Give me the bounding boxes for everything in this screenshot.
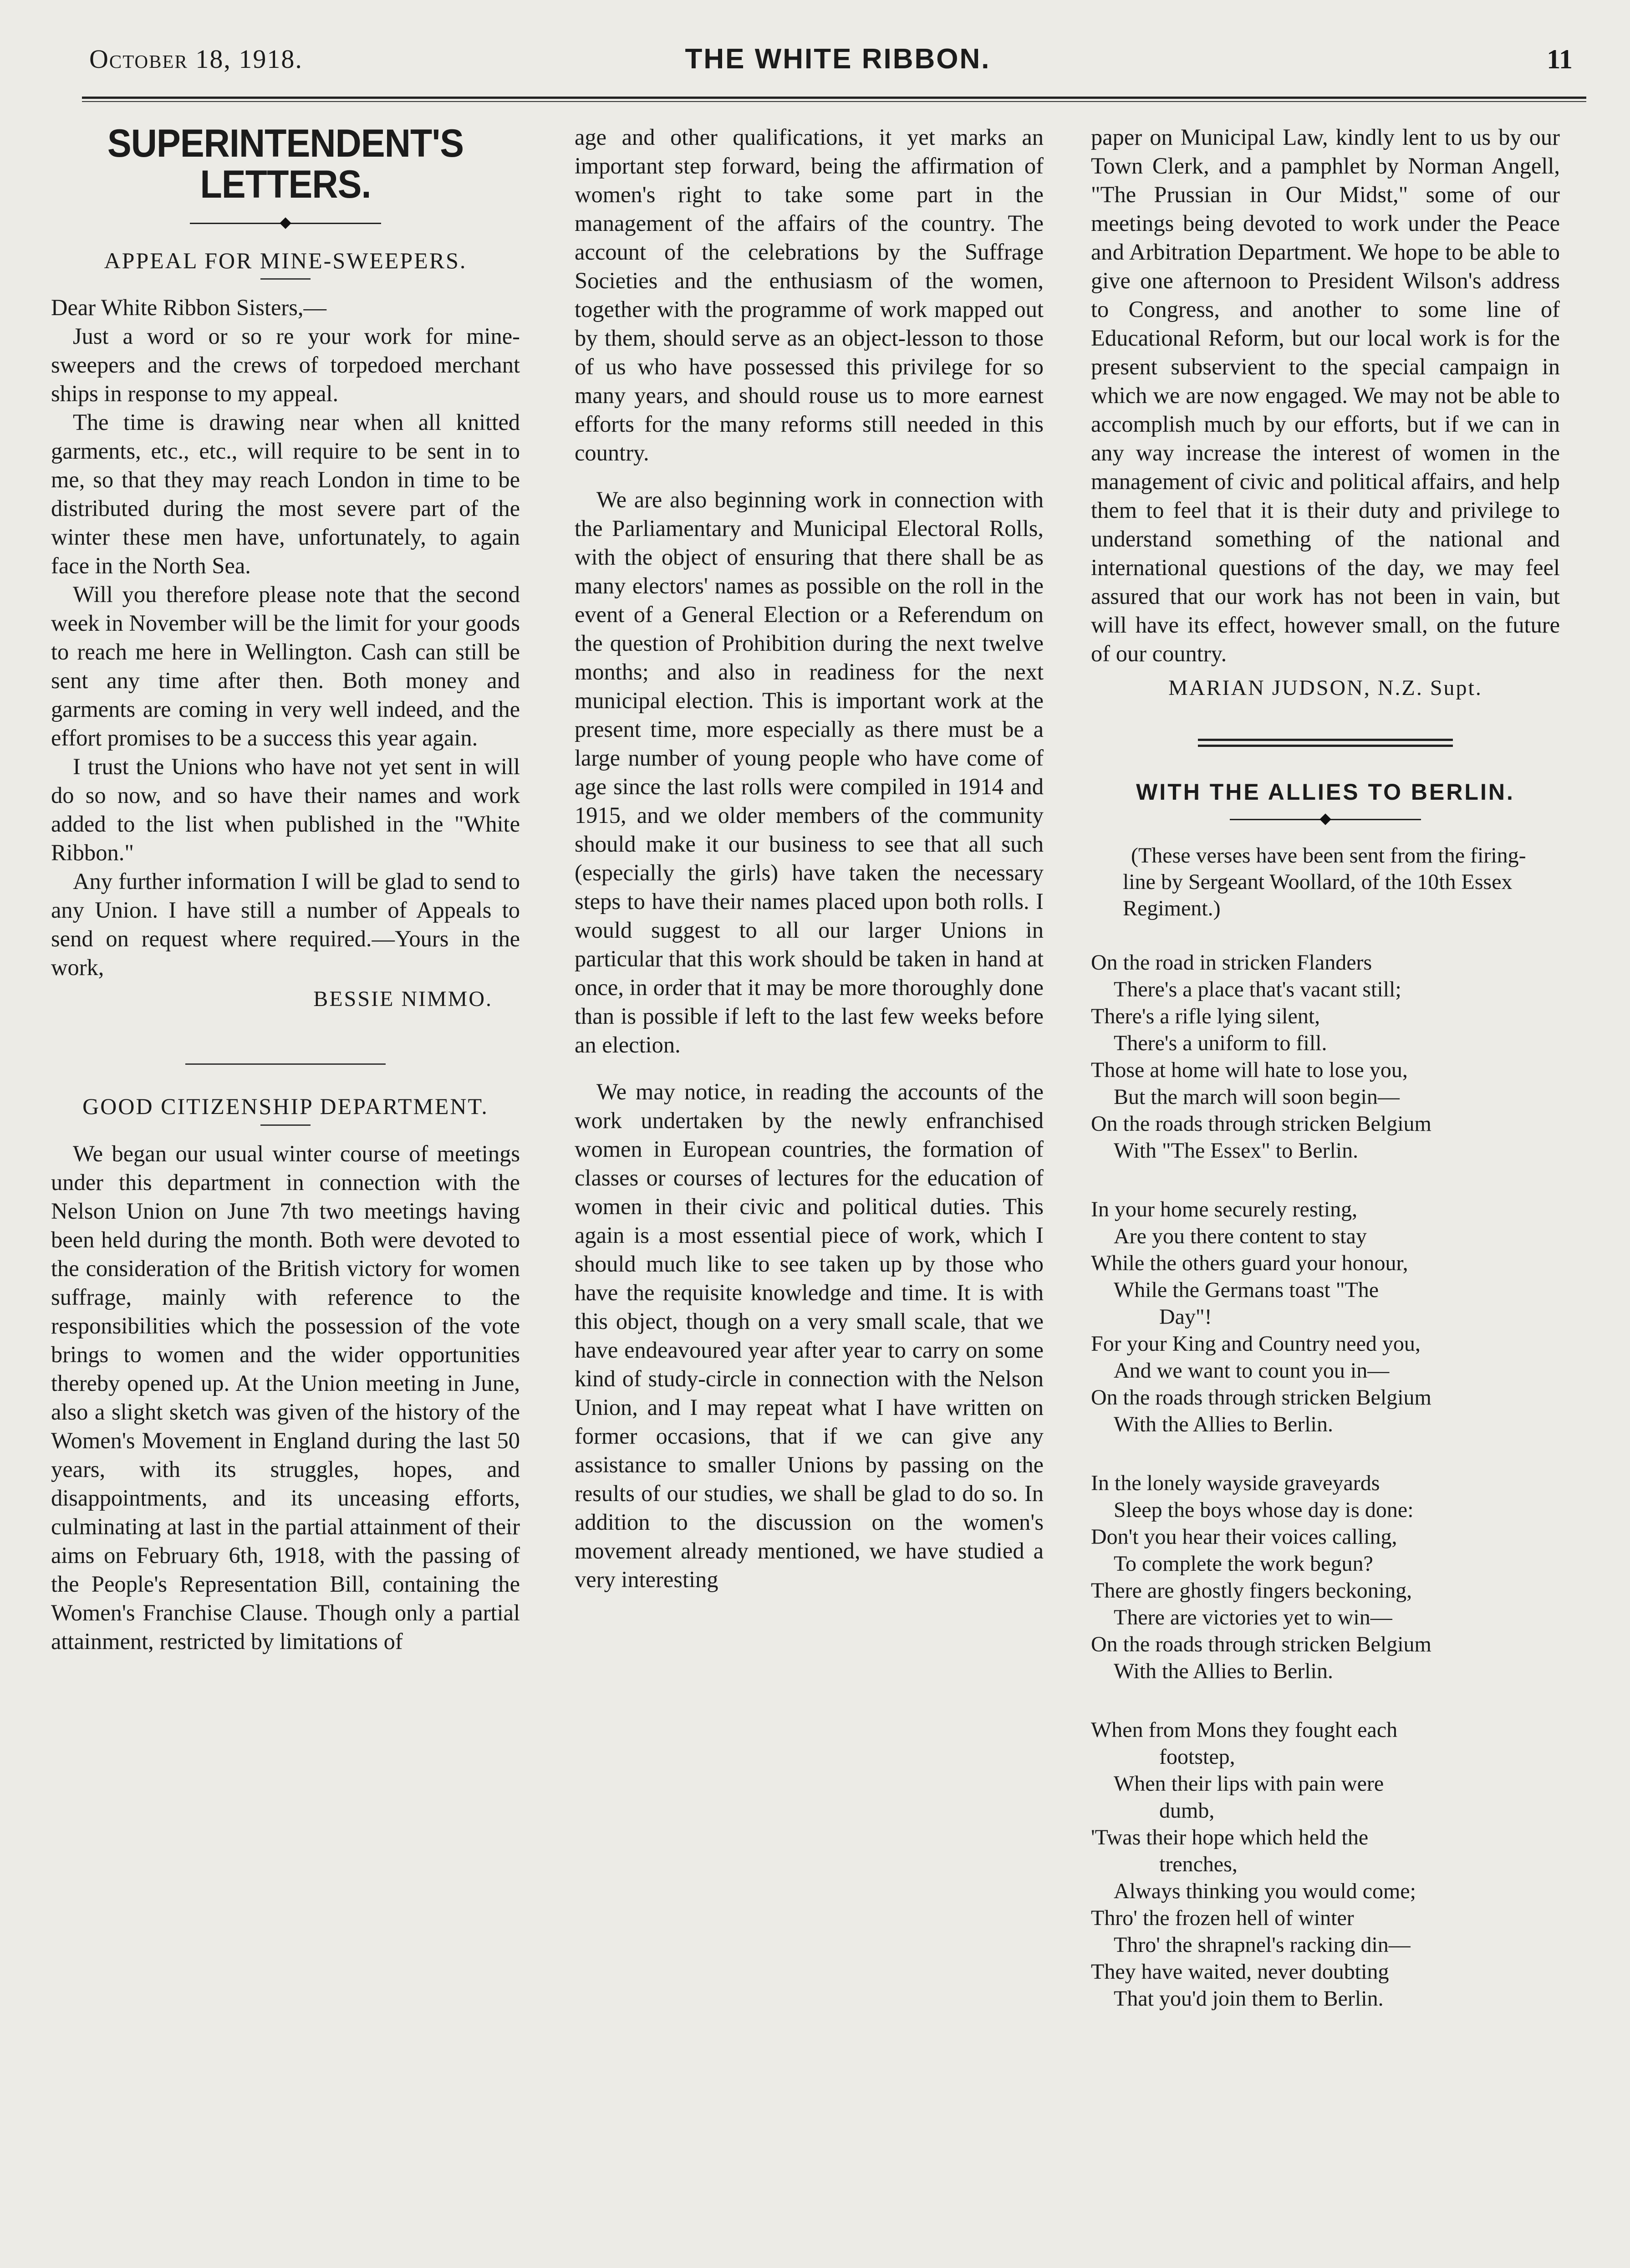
poem-stanza bbox=[1091, 1196, 1560, 1438]
appeal-paragraph: Just a word or so re your work for mine-sweepers and the crews of torpedoed merchant ships in response to my appeal. bbox=[51, 323, 520, 407]
verse-line: Those at home will hate to lose you, bbox=[1091, 1058, 1408, 1082]
poem-title: WITH THE ALLIES TO BERLIN. bbox=[1136, 779, 1515, 805]
diamond-rule bbox=[190, 218, 381, 229]
verse-line: Don't you hear their voices calling, bbox=[1091, 1525, 1397, 1549]
verse-line: There are victories yet to win— bbox=[1114, 1605, 1392, 1629]
citizenship-paragraph: We began our usual winter course of meetings under this department in connection with the Nelson Union on June 7th two meetings having been held during the month. Both were devoted to the consideration of the British victory for women suffrage, mainly with reference to the responsibilities which the possession of the vote brings to women and the wider opportunities thereby opened up. At the Union meeting in June, also a slight sketch was given of the history of the Women's Movement in England during the last 50 years, with its struggles, hopes, and disappointments, and its unceasing efforts, culminating at last in the partial attainment of their aims on February 6th, 1918, with the passing of the People's Representation Bill, containing the Women's Franchise Clause. Though only a partial attainment, restricted by limitations of bbox=[51, 1140, 520, 1654]
verse-line: dumb, bbox=[1159, 1798, 1215, 1823]
verse-line: Sleep the boys whose day is done: bbox=[1114, 1498, 1414, 1522]
verse-line: To complete the work begun? bbox=[1114, 1552, 1373, 1576]
poem-stanza bbox=[1091, 1470, 1560, 1685]
verse-line: footstep, bbox=[1159, 1745, 1235, 1769]
appeal-paragraph: Any further information I will be glad to send to any Union. I have still a number of Appeals to send on request where required.—Yours in the work, bbox=[51, 868, 520, 981]
verse-line: With "The Essex" to Berlin. bbox=[1114, 1139, 1359, 1163]
poem-note: (These verses have been sent from the firing-line by Sergeant Woollard, of the 10th Essex Regiment.) bbox=[1123, 843, 1526, 920]
verse-line: 'Twas their hope which held the bbox=[1091, 1825, 1369, 1849]
appeal-paragraph: Will you therefore please note that the second week in November will be the limit for your goods to reach me here in Wellington. Cash can still be sent any time after then. Both money and garments are coming in very well indeed, and the effort promises to be a success this year again. bbox=[51, 582, 520, 751]
body-paragraph: age and other qualifications, it yet marks an important step forward, being the affirmation of women's right to take some part in the management of the affairs of the country. The account of the celebrations by the Suffrage Societies and the enthusiasm of the women, together with the programme of work mapped out by them, should serve as an object-lesson to those of us who have possessed this privilege for so many years, and should rouse us to more earnest efforts for the many reforms still needed in this country. bbox=[575, 124, 1044, 465]
verse-line: Are you there content to stay bbox=[1114, 1224, 1367, 1248]
citizenship-subtitle: GOOD CITIZENSHIP DEPARTMENT. bbox=[82, 1093, 489, 1119]
verse-line: When their lips with pain were bbox=[1114, 1772, 1384, 1796]
body-paragraph: We are also beginning work in connection with the Parliamentary and Municipal Electoral Rolls, with the object of ensuring that there shall be as many electors' names as possible on the roll in the event of a General Election or a Referendum on the question of Prohibition during the next twelve months; and also in readiness for the next municipal election. This is important work at the present time, more especially as there must be a large number of young people who have come of age since the last rolls were compiled in 1914 and 1915, and we older members of the community should make it our business to see that all such (especially the girls) have taken the necessary steps to have their names placed upon both rolls. I would suggest to all our larger Unions in particular that this work should be taken in hand at once, in order that it may be more thoroughly done than is possible if left to the last few weeks before an election. bbox=[575, 487, 1044, 1057]
header-rule-thin bbox=[82, 101, 1586, 102]
section-divider bbox=[185, 1063, 386, 1065]
verse-line: But the march will soon begin— bbox=[1114, 1085, 1400, 1109]
verse-line: While the Germans toast "The bbox=[1114, 1278, 1379, 1302]
diamond-rule bbox=[1230, 814, 1421, 825]
verse-line: There's a rifle lying silent, bbox=[1091, 1004, 1320, 1028]
verse-line: There's a place that's vacant still; bbox=[1114, 977, 1401, 1001]
short-rule bbox=[260, 1124, 311, 1126]
verse-line: trenches, bbox=[1159, 1852, 1238, 1876]
verse-line: That you'd join them to Berlin. bbox=[1114, 1987, 1384, 2011]
salutation: Dear White Ribbon Sisters,— bbox=[51, 295, 326, 321]
verse-line: Day"! bbox=[1159, 1305, 1212, 1329]
verse-line: On the roads through stricken Belgium bbox=[1091, 1112, 1431, 1136]
verse-line: With the Allies to Berlin. bbox=[1114, 1412, 1334, 1436]
verse-line: There's a uniform to fill. bbox=[1114, 1031, 1327, 1055]
body-paragraph: We may notice, in reading the accounts of the work undertaken by the newly enfranchised women in European countries, the formation of classes or courses of lectures for the education of women in their civic and political duties. This again is a most essential piece of work, which I should much like to see taken up by those who have the requisite knowledge and time. It is with this object, though on a very small scale, that we have endeavoured year after year to carry on some kind of study-circle in connection with the Nelson Union, and I may repeat what I have written on former occasions, that if we can give any assistance to smaller Unions by passing on the results of our studies, we shall be glad to do so. In addition to the discussion on the women's movement already mentioned, we have studied a very interesting bbox=[575, 1079, 1044, 1592]
appeal-subtitle: APPEAL FOR MINE-SWEEPERS. bbox=[104, 247, 467, 273]
double-rule bbox=[1198, 739, 1453, 747]
appeal-paragraph: I trust the Unions who have not yet sent in will do so now, and so have their names and work added to the list when published in the "White Ribbon." bbox=[51, 754, 520, 866]
verse-line: When from Mons they fought each bbox=[1091, 1718, 1398, 1742]
verse-line: Always thinking you would come; bbox=[1114, 1879, 1416, 1903]
verse-line: In your home securely resting, bbox=[1091, 1197, 1358, 1221]
verse-line: With the Allies to Berlin. bbox=[1114, 1659, 1334, 1683]
page-number: 11 bbox=[1547, 44, 1573, 74]
issue-date: October 18, 1918. bbox=[89, 44, 303, 74]
verse-line: On the road in stricken Flanders bbox=[1091, 950, 1372, 975]
verse-line: In the lonely wayside graveyards bbox=[1091, 1471, 1380, 1495]
section-title: SUPERINTENDENT'S LETTERS. bbox=[107, 122, 464, 207]
body-paragraph: paper on Municipal Law, kindly lent to us by our Town Clerk, and a pamphlet by Norman Angell, "The Prussian in Our Midst," some of our meetings being devoted to work under the Peace and Arbitration Department. We hope to be able to give one afternoon to President Wilson's address to Congress, and another to some line of Educational Reform, but our local work is for the present subservient to the special campaign in which we are now engaged. We may not be able to accomplish much by our efforts, but if we can in any way increase the interest of women in the management of civic and political affairs, and help them to feel that it is their duty and privilege to understand something of the national and international questions of the day, we may feel assured that our work has not been in vain, but will have its effect, however small, on the future of our country. bbox=[1091, 124, 1560, 666]
verse-line: While the others guard your honour, bbox=[1091, 1251, 1408, 1275]
verse-line: Thro' the shrapnel's racking din— bbox=[1114, 1933, 1411, 1957]
verse-line: And we want to count you in— bbox=[1114, 1359, 1390, 1383]
column-1 bbox=[51, 123, 520, 1656]
short-rule bbox=[260, 278, 311, 280]
header-rule bbox=[82, 97, 1586, 99]
publication-title: THE WHITE RIBBON. bbox=[685, 43, 991, 75]
verse-line: Thro' the frozen hell of winter bbox=[1091, 1906, 1354, 1930]
poem-stanza bbox=[1091, 949, 1560, 1164]
verse-line: There are ghostly fingers beckoning, bbox=[1091, 1578, 1412, 1603]
column-3 bbox=[1091, 123, 1560, 2044]
verse-line: On the roads through stricken Belgium bbox=[1091, 1632, 1431, 1656]
signature-judson: MARIAN JUDSON, N.Z. Supt. bbox=[1168, 676, 1482, 700]
verse-line: For your King and Country need you, bbox=[1091, 1332, 1421, 1356]
appeal-paragraph: The time is drawing near when all knitted garments, etc., etc., will require to be sent in to me, so that they may reach London in time to be distributed during the most severe part of the winter these men have, unfortunately, to again face in the North Sea. bbox=[51, 409, 520, 579]
column-2 bbox=[575, 123, 1044, 1594]
poem-stanza bbox=[1091, 1716, 1560, 2012]
verse-line: They have waited, never doubting bbox=[1091, 1960, 1389, 1984]
verse-line: On the roads through stricken Belgium bbox=[1091, 1385, 1431, 1410]
running-head bbox=[89, 44, 1586, 98]
signature-nimmo: BESSIE NIMMO. bbox=[313, 987, 493, 1011]
